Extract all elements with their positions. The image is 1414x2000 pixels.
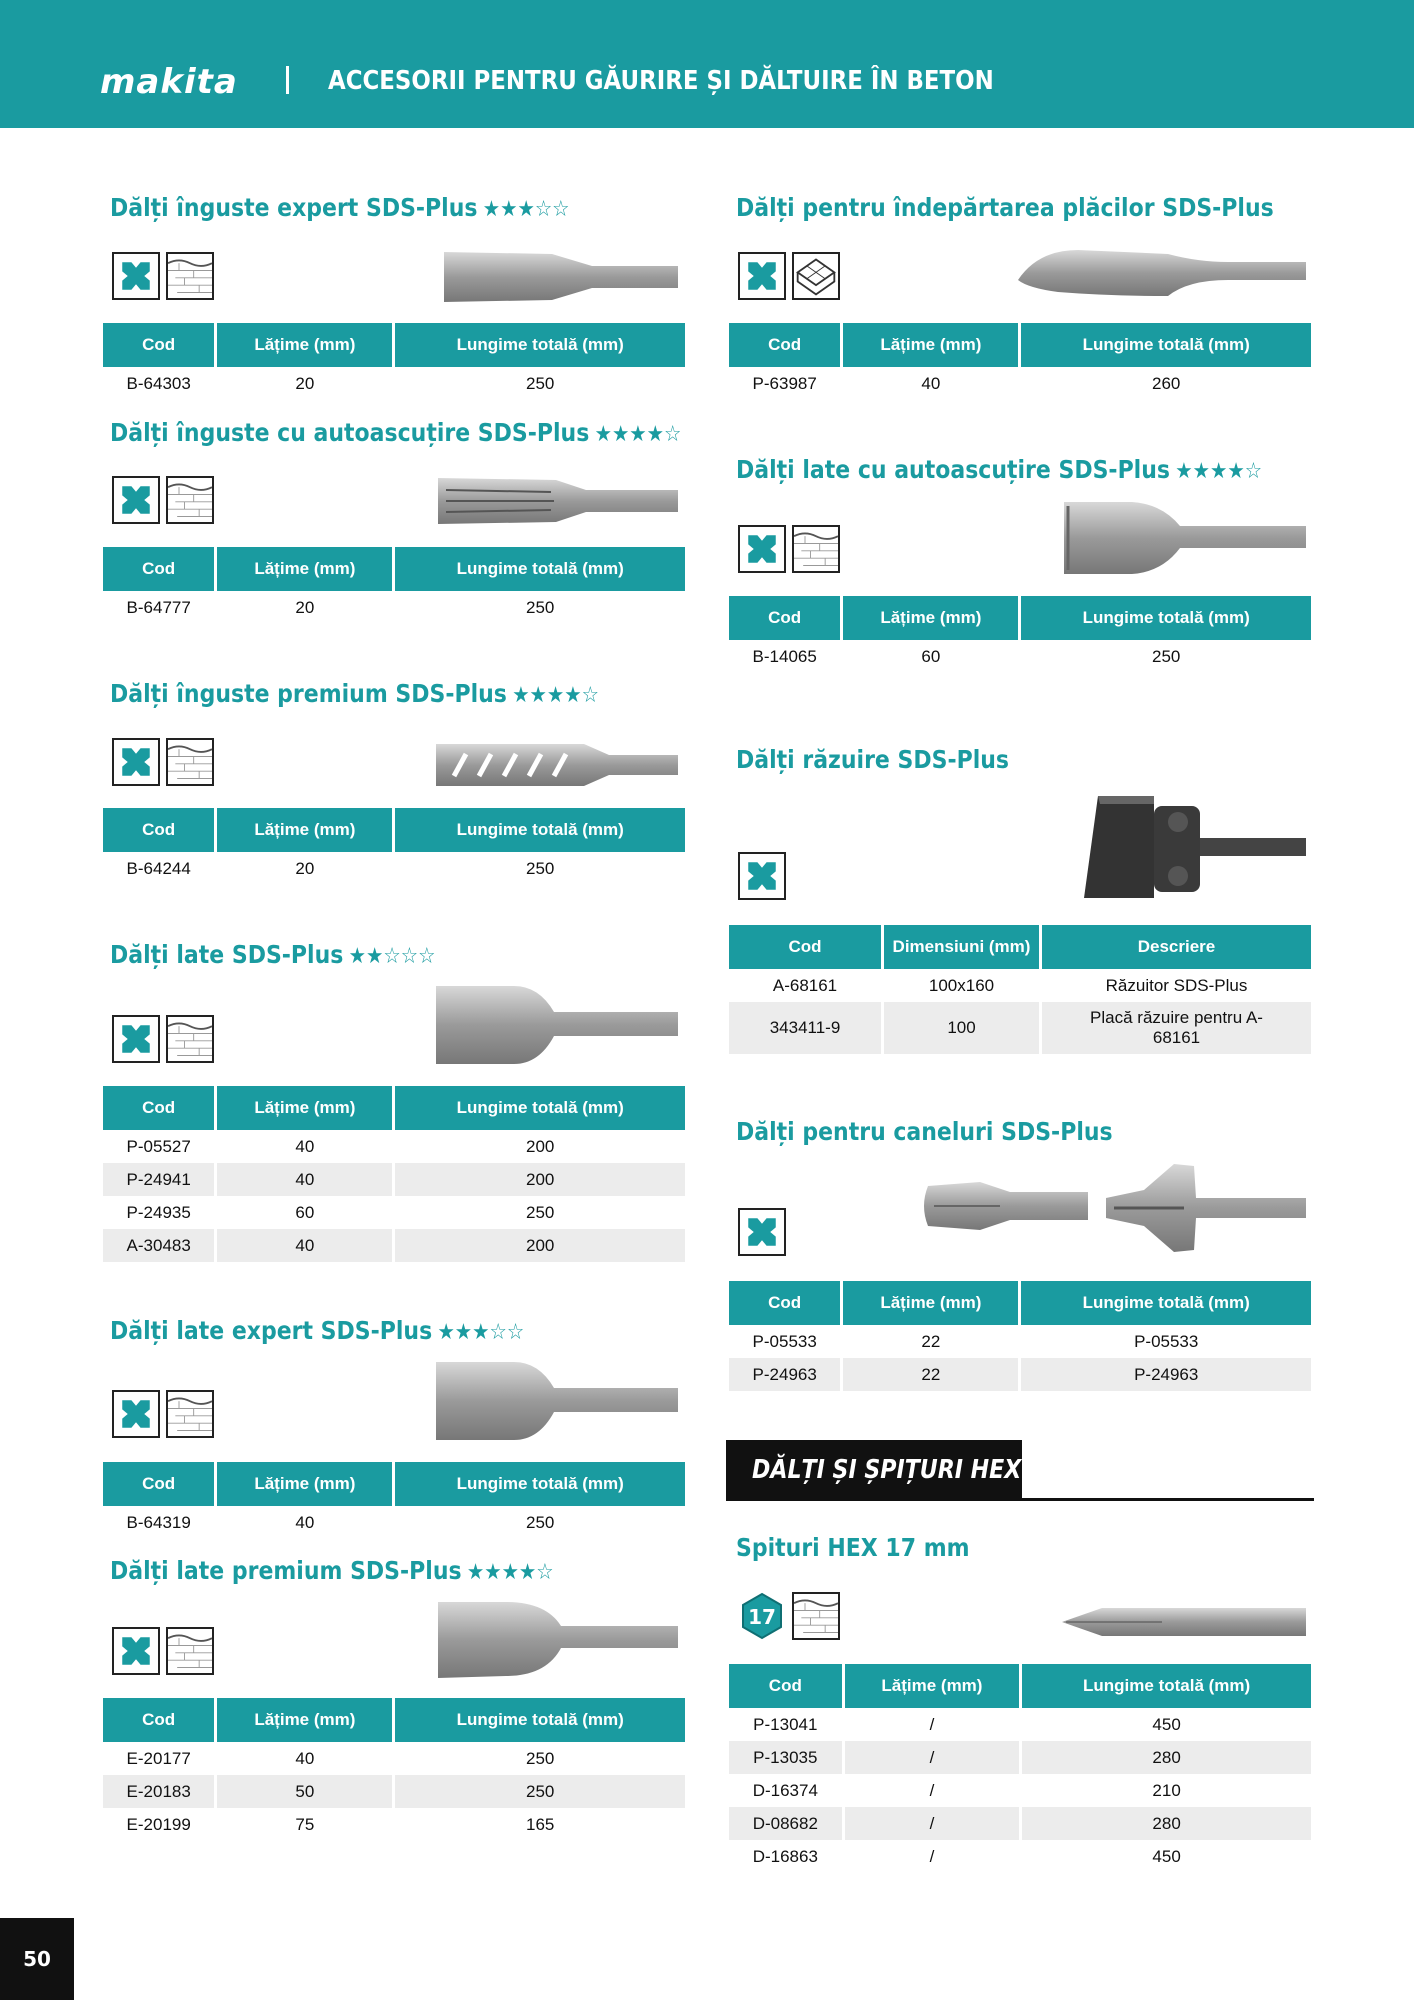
table-s4	[100, 1086, 688, 1262]
concrete-material-icon	[166, 252, 214, 300]
col-latime: Lățime (mm)	[217, 547, 392, 591]
col-cod: Cod	[729, 323, 840, 367]
table-row: 343411-9 100 Placă răzuire pentru A-68161	[729, 1002, 1311, 1054]
col-cod: Cod	[103, 323, 214, 367]
table-row: P-05527 40 200	[126, 1136, 555, 1156]
col-lungime: Lungime totală (mm)	[395, 1086, 685, 1130]
col-latime: Lățime (mm)	[843, 596, 1018, 640]
rating-stars: ★★☆☆☆	[348, 944, 436, 969]
section-title-s2: Dălți înguste cu autoascuțire SDS-Plus ★★★★☆	[110, 418, 682, 447]
sds-plus-shank-icon	[738, 852, 786, 900]
sds-plus-shank-icon	[112, 738, 160, 786]
col-latime: Lățime (mm)	[217, 1462, 392, 1506]
section-title-s9: Dălți răzuire SDS-Plus	[736, 745, 1010, 774]
table-s9	[726, 925, 1314, 1054]
table-s8	[726, 596, 1314, 673]
col-lungime: Lungime totală (mm)	[395, 323, 685, 367]
section-title-s3: Dălți înguste premium SDS-Plus ★★★★☆	[110, 679, 599, 708]
table-row: B-64303 20 250	[126, 373, 555, 393]
svg-text:17: 17	[748, 1605, 776, 1629]
table-s11	[726, 1664, 1314, 1873]
wide-chisel-image	[434, 984, 678, 1066]
sds-plus-shank-icon	[112, 1015, 160, 1063]
concrete-material-icon	[166, 476, 214, 524]
table-row: P-13041 / 450	[753, 1714, 1181, 1734]
table-s6	[100, 1698, 688, 1841]
col-lungime: Lungime totală (mm)	[395, 1462, 685, 1506]
section-title-s4: Dălți late SDS-Plus ★★☆☆☆	[110, 940, 436, 969]
col-lungime: Lungime totală (mm)	[1021, 1281, 1311, 1325]
section-title-s1: Dălți înguste expert SDS-Plus ★★★☆☆	[110, 193, 570, 222]
concrete-material-icon	[166, 1015, 214, 1063]
col-latime: Lățime (mm)	[845, 1664, 1020, 1708]
table-row: D-08682 / 280	[729, 1807, 1311, 1840]
col-cod: Cod	[729, 596, 840, 640]
table-row: P-24935 60 250	[126, 1202, 555, 1222]
header-divider	[286, 66, 289, 94]
wide-self-sharpening-chisel-image	[1062, 500, 1306, 576]
table-s10	[726, 1281, 1314, 1391]
table-s5	[100, 1462, 688, 1539]
sds-plus-shank-icon	[112, 1390, 160, 1438]
table-row: A-30483 40 200	[103, 1229, 685, 1262]
section-title-s7: Dălți pentru îndepărtarea plăcilor SDS-Plus	[736, 193, 1274, 222]
table-row: P-13035 / 280	[729, 1741, 1311, 1774]
hex-pointed-chisel-image	[1062, 1604, 1306, 1640]
rating-stars: ★★★★☆	[466, 1560, 554, 1585]
section-title-s6: Dălți late premium SDS-Plus ★★★★☆	[110, 1556, 554, 1585]
tile-material-icon	[792, 252, 840, 300]
table-row: P-63987 40 260	[752, 373, 1181, 393]
col-cod: Cod	[729, 925, 881, 969]
page-number: 50	[0, 1918, 74, 2000]
sds-plus-shank-icon	[112, 1627, 160, 1675]
table-row: E-20177 40 250	[126, 1748, 555, 1768]
gouge-chisel-image	[920, 1176, 1088, 1236]
section-title-s5: Dălți late expert SDS-Plus ★★★☆☆	[110, 1316, 525, 1345]
table-row: E-20199 75 165	[126, 1814, 555, 1834]
section-title-s10: Dălți pentru caneluri SDS-Plus	[736, 1117, 1113, 1146]
concrete-material-icon	[166, 1390, 214, 1438]
sds-plus-shank-icon	[112, 476, 160, 524]
col-dimensiuni: Dimensiuni (mm)	[884, 925, 1039, 969]
premium-narrow-chisel-image	[434, 740, 678, 790]
col-cod: Cod	[729, 1664, 842, 1708]
table-row: B-64319 40 250	[126, 1512, 555, 1532]
wide-expert-chisel-image	[434, 1360, 678, 1442]
col-latime: Lățime (mm)	[217, 808, 392, 852]
table-row: D-16374 / 210	[752, 1780, 1181, 1800]
col-cod: Cod	[103, 808, 214, 852]
col-lungime: Lungime totală (mm)	[1021, 323, 1311, 367]
hex-section-label: DĂLȚI ȘI ȘPIȚURI HEX	[752, 1455, 1022, 1485]
table-row: E-20183 50 250	[103, 1775, 685, 1808]
table-row: B-14065 60 250	[752, 646, 1181, 666]
col-latime: Lățime (mm)	[843, 1281, 1018, 1325]
col-latime: Lățime (mm)	[843, 323, 1018, 367]
hex-17-badge-icon	[738, 1592, 786, 1640]
rating-stars: ★★★★☆	[1175, 459, 1263, 484]
col-lungime: Lungime totală (mm)	[1022, 1664, 1311, 1708]
channel-chisel-image	[1104, 1160, 1306, 1256]
scraper-chisel-image	[1082, 786, 1306, 906]
col-cod: Cod	[729, 1281, 840, 1325]
section-title-s11: Spituri HEX 17 mm	[736, 1533, 970, 1562]
table-row: P-24941 40 200	[103, 1163, 685, 1196]
col-lungime: Lungime totală (mm)	[1021, 596, 1311, 640]
hex-section-rule	[726, 1498, 1314, 1501]
col-cod: Cod	[103, 1698, 214, 1742]
table-row: D-16863 / 450	[752, 1846, 1181, 1866]
makita-logo: makita	[100, 62, 238, 102]
table-s1	[100, 323, 688, 400]
tile-removal-chisel-image	[1018, 244, 1306, 302]
sds-plus-shank-icon	[738, 1208, 786, 1256]
col-latime: Lățime (mm)	[217, 1698, 392, 1742]
section-title-s8: Dălți late cu autoascuțire SDS-Plus ★★★★☆	[736, 455, 1263, 484]
table-row: B-64244 20 250	[126, 858, 555, 878]
table-s7	[726, 323, 1314, 400]
table-s2	[100, 547, 688, 624]
col-lungime: Lungime totală (mm)	[395, 547, 685, 591]
concrete-material-icon	[166, 738, 214, 786]
col-latime: Lățime (mm)	[217, 323, 392, 367]
header-title: ACCESORII PENTRU GĂURIRE ȘI DĂLTUIRE ÎN BETON	[328, 66, 994, 96]
sds-plus-shank-icon	[738, 252, 786, 300]
col-descriere: Descriere	[1042, 925, 1311, 969]
table-row: P-24963 22 P-24963	[729, 1358, 1311, 1391]
table-s3	[100, 808, 688, 885]
narrow-chisel-image	[442, 250, 678, 304]
rating-stars: ★★★☆☆	[437, 1320, 525, 1345]
table-row: A-68161 100x160 Răzuitor SDS-Plus	[772, 975, 1248, 995]
sds-plus-shank-icon	[738, 525, 786, 573]
rating-stars: ★★★★☆	[594, 422, 682, 447]
col-cod: Cod	[103, 1462, 214, 1506]
rating-stars: ★★★☆☆	[482, 197, 570, 222]
concrete-material-icon	[792, 1592, 840, 1640]
table-row: P-05533 22 P-05533	[752, 1331, 1199, 1351]
table-row: B-64777 20 250	[126, 597, 555, 617]
col-latime: Lățime (mm)	[217, 1086, 392, 1130]
col-lungime: Lungime totală (mm)	[395, 1698, 685, 1742]
rating-stars: ★★★★☆	[512, 683, 599, 708]
concrete-material-icon	[792, 525, 840, 573]
wide-premium-chisel-image	[436, 1600, 678, 1680]
col-cod: Cod	[103, 1086, 214, 1130]
self-sharpening-chisel-image	[436, 476, 678, 526]
concrete-material-icon	[166, 1627, 214, 1675]
sds-plus-shank-icon	[112, 252, 160, 300]
col-lungime: Lungime totală (mm)	[395, 808, 685, 852]
col-cod: Cod	[103, 547, 214, 591]
